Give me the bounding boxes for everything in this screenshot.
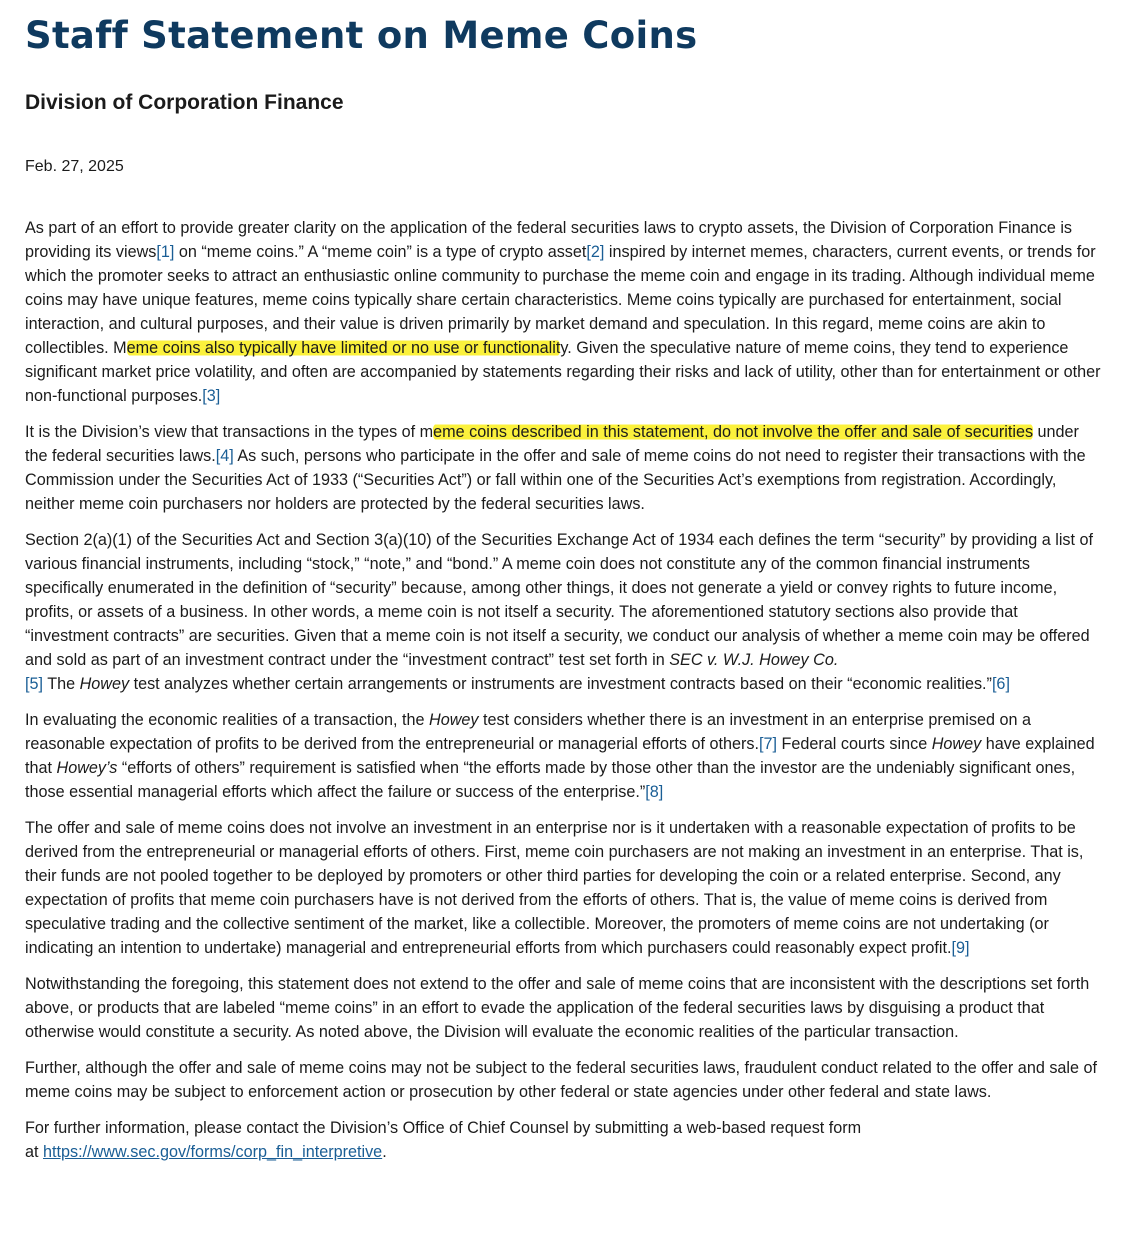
paragraph-contact: For further information, please contact the Division’s Office of Chief Counsel by submitting a web-based request form at https://www.sec.gov/forms/corp_fin_interpretive.: [25, 1119, 862, 1161]
page-title: Staff Statement on Meme Coins: [25, 14, 698, 57]
division-heading: Division of Corporation Finance: [25, 91, 344, 114]
footnote-link-5[interactable]: [5]: [25, 675, 43, 693]
footnote-link-7[interactable]: [7]: [758, 735, 777, 753]
footnote-link-6[interactable]: [6]: [991, 675, 1010, 693]
paragraph-intro: As part of an effort to provide greater clarity on the application of the federal securities laws to crypto assets, the Division of Corporation Finance is providing its views[1] on “meme coins.” A “meme coin” is a type of crypto asset[2] inspired by internet memes, characters, current events, or trends for which the promoter seeks to attract an enthusiastic online community to purchase the meme coin and engage in its trading. Although individual meme coins may have unique features, meme coins typically share certain characteristics. Meme coins typically are purchased for entertainment, social interaction, and cultural purposes, and their value is driven primarily by market demand and speculation. In this regard, meme coins are akin to collectibles. Meme coins also typically have limited or no use or functionality. Given the speculative nature of meme coins, they tend to experience significant market price volatility, and often are accompanied by statements regarding their risks and lack of utility, other than for entertainment or other non-functional purposes.[3]: [25, 219, 1101, 405]
footnote-link-9[interactable]: [9]: [951, 939, 970, 957]
highlighted-text: eme coins described in this statement, do not involve the offer and sale of securities: [433, 423, 1034, 441]
footnote-link-2[interactable]: [2]: [586, 243, 605, 261]
footnote-link-8[interactable]: [8]: [645, 783, 664, 801]
footnote-link-4[interactable]: [4]: [215, 447, 234, 465]
paragraph-definition: Section 2(a)(1) of the Securities Act and Section 3(a)(10) of the Securities Exchange Act of 1934 each defines the term “security” by providing a list of various financial instruments, including “stock,” “note,” and “bond.” A meme coin does not constitute any of the common financial instruments specifically enumerated in the definition of “security” because, among other things, it does not generate a yield or convey rights to future income, profits, or assets of a business. In other words, a meme coin is not itself a security. The aforementioned statutory sections also provide that “investment contracts” are securities. Given that a meme coin is not itself a security, we conduct our analysis of whether a meme coin may be offered and sold as part of an investment contract under the “investment contract” test set forth in SEC v. W.J. Howey Co. [5] The Howey test analyzes whether certain arrangements or instruments are investment contracts based on their “economic realities.”[6]: [25, 531, 1094, 693]
footnote-link-3[interactable]: [3]: [202, 387, 221, 405]
paragraph-division-view: It is the Division’s view that transactions in the types of meme coins described in this statement, do not involve the offer and sale of securities under the federal securities laws.[4] As such, persons who participate in the offer and sale of meme coins do not need to register their transactions with the Commission under the Securities Act of 1933 (“Securities Act”) or fall within one of the Securities Act’s exemptions from registration. Accordingly, neither meme coin purchasers nor holders are protected by the federal securities laws.: [25, 423, 1086, 513]
paragraph-analysis: The offer and sale of meme coins does not involve an investment in an enterprise nor is it undertaken with a reasonable expectation of profits to be derived from the entrepreneurial or managerial efforts of others. First, meme coin purchasers are not making an investment in an enterprise. That is, their funds are not pooled together to be deployed by promoters or other third parties for developing the coin or a related enterprise. Second, any expectation of profits that meme coin purchasers have is not derived from the efforts of others. That is, the value of meme coins is derived from speculative trading and the collective sentiment of the market, like a collectible. Moreover, the promoters of meme coins are not undertaking (or indicating an intention to undertake) managerial and entrepreneurial efforts from which purchasers could reasonably expect profit.[9]: [25, 819, 1084, 957]
footnote-link-1[interactable]: [1]: [156, 243, 175, 261]
highlighted-text: eme coins also typically have limited or no use or functionalit: [126, 339, 561, 357]
paragraph-fraud: Further, although the offer and sale of meme coins may not be subject to the federal securities laws, fraudulent conduct related to the offer and sale of meme coins may be subject to enforcement action or prosecution by other federal or state agencies under other federal and state laws.: [25, 1059, 1098, 1101]
paragraph-howey-test: In evaluating the economic realities of a transaction, the Howey test considers whether there is an investment in an enterprise premised on a reasonable expectation of profits to be derived from the entrepreneurial or managerial efforts of others.[7] Federal courts since Howey have explained that Howey’s “efforts of others” requirement is satisfied when “the efforts made by those other than the investor are the undeniably significant ones, those essential managerial efforts which affect the failure or success of the enterprise.”[8]: [25, 711, 1095, 801]
case-name: SEC v. W.J. Howey Co.: [669, 651, 839, 669]
paragraph-notwithstanding: Notwithstanding the foregoing, this statement does not extend to the offer and sale of meme coins that are inconsistent with the descriptions set forth above, or products that are labeled “meme coins” in an effort to evade the application of the federal securities laws by disguising a product that otherwise would constitute a security. As noted above, the Division will evaluate the economic realities of the particular transaction.: [25, 975, 1090, 1041]
publication-date: Feb. 27, 2025: [25, 158, 124, 175]
statement-body: [25, 216, 1105, 1176]
request-form-link[interactable]: https://www.sec.gov/forms/corp_fin_interpretive: [43, 1143, 383, 1161]
